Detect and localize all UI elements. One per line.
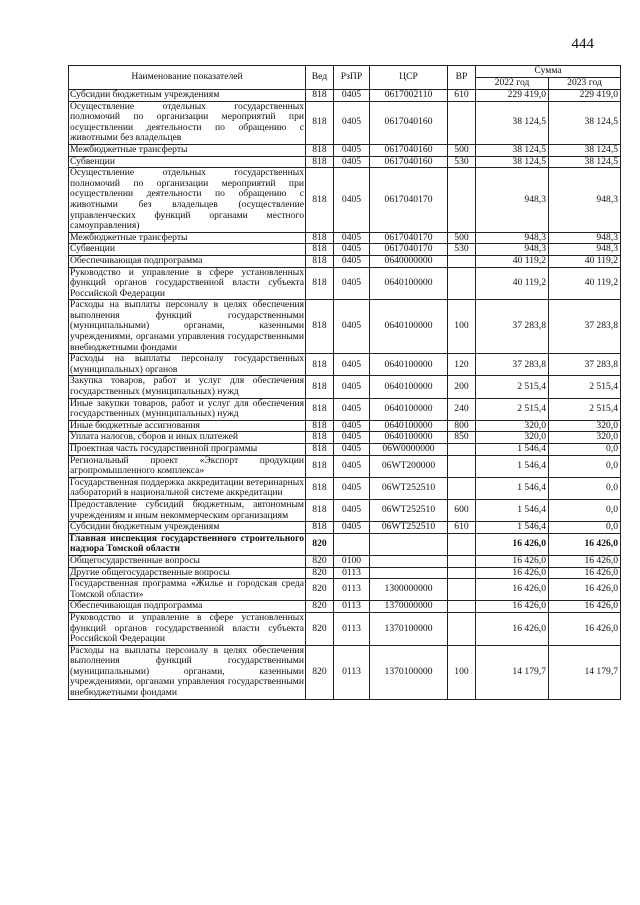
cell-rzpr: 0405 bbox=[334, 477, 370, 499]
cell-2023: 0,0 bbox=[549, 444, 621, 456]
table-row bbox=[69, 522, 621, 534]
cell-ved: 818 bbox=[306, 432, 334, 444]
cell-vr: 500 bbox=[448, 144, 476, 156]
cell-vr: 610 bbox=[448, 90, 476, 102]
table-row bbox=[69, 156, 621, 168]
cell-csr: 0617040160 bbox=[370, 144, 448, 156]
cell-name: Руководство и управление в сфере установленных функций органов государственной власти субъекта Российской Федерации bbox=[70, 266, 304, 299]
cell-ved: 818 bbox=[306, 522, 334, 534]
cell-name: Общегосударственные вопросы bbox=[69, 555, 306, 567]
cell-csr: 1370000000 bbox=[370, 601, 448, 613]
cell-rzpr: 0405 bbox=[334, 398, 370, 420]
cell-vr: 200 bbox=[448, 376, 476, 398]
cell-2022: 1 546,4 bbox=[476, 522, 549, 534]
cell-2023: 38 124,5 bbox=[549, 156, 621, 168]
cell-2022: 38 124,5 bbox=[476, 156, 549, 168]
cell-2023: 2 515,4 bbox=[549, 398, 621, 420]
cell-rzpr: 0113 bbox=[334, 612, 370, 645]
cell-2022: 16 426,0 bbox=[476, 567, 549, 579]
cell-rzpr: 0405 bbox=[334, 300, 370, 354]
cell-vr: 530 bbox=[448, 244, 476, 256]
cell-2022: 948,3 bbox=[476, 168, 549, 233]
cell-name: Государственная программа «Жилье и городская среда Томской области» bbox=[70, 578, 304, 600]
cell-vr: 800 bbox=[448, 420, 476, 432]
cell-vr: 610 bbox=[448, 522, 476, 534]
cell-2022: 14 179,7 bbox=[476, 645, 549, 699]
cell-2023: 16 426,0 bbox=[549, 567, 621, 579]
cell-vr: 240 bbox=[448, 398, 476, 420]
cell-rzpr: 0113 bbox=[334, 579, 370, 601]
cell-csr bbox=[370, 567, 448, 579]
cell-2022: 16 426,0 bbox=[476, 533, 549, 555]
cell-name: Осуществление отдельных государственных полномочий по организации мероприятий при осуществлении деятельности по обращению с животными без владельцев bbox=[70, 100, 304, 144]
cell-ved: 818 bbox=[306, 168, 334, 233]
cell-rzpr: 0405 bbox=[334, 267, 370, 300]
cell-rzpr: 0405 bbox=[334, 376, 370, 398]
cell-2023: 37 283,8 bbox=[549, 300, 621, 354]
cell-vr bbox=[448, 455, 476, 477]
cell-2022: 229 419,0 bbox=[476, 90, 549, 102]
cell-csr: 1300000000 bbox=[370, 579, 448, 601]
cell-name: Обеспечивающая подпрограмма bbox=[69, 601, 306, 613]
cell-ved: 818 bbox=[306, 255, 334, 267]
cell-ved: 818 bbox=[306, 144, 334, 156]
cell-name: Предоставление субсидий бюджетным, автономным учреждениям и иным некоммерческим организациям bbox=[70, 498, 304, 521]
cell-2022: 1 546,4 bbox=[476, 455, 549, 477]
cell-rzpr: 0405 bbox=[334, 499, 370, 521]
cell-2022: 320,0 bbox=[476, 420, 549, 432]
cell-2022: 40 119,2 bbox=[476, 255, 549, 267]
cell-2023: 37 283,8 bbox=[549, 354, 621, 376]
table-row bbox=[69, 579, 621, 601]
cell-rzpr: 0405 bbox=[334, 90, 370, 102]
cell-2023: 229 419,0 bbox=[549, 90, 621, 102]
cell-vr bbox=[448, 444, 476, 456]
cell-name: Субвенции bbox=[69, 244, 306, 256]
cell-2023: 38 124,5 bbox=[549, 144, 621, 156]
header-2022: 2022 год bbox=[476, 78, 549, 90]
cell-vr bbox=[448, 255, 476, 267]
cell-name: Субвенции bbox=[69, 156, 306, 168]
cell-vr: 530 bbox=[448, 156, 476, 168]
cell-ved: 818 bbox=[306, 398, 334, 420]
table-row bbox=[69, 444, 621, 456]
table-row bbox=[69, 567, 621, 579]
cell-name: Осуществление отдельных государственных полномочий по организации мероприятий при осуществлении деятельности по обращению с животными без владельцев (осуществление управленческих функций органами местного самоуправления) bbox=[70, 167, 304, 232]
cell-2023: 38 124,5 bbox=[549, 101, 621, 144]
header-ved: Вед bbox=[306, 66, 334, 90]
cell-csr: 0640100000 bbox=[370, 300, 448, 354]
cell-ved: 818 bbox=[306, 420, 334, 432]
cell-2023: 16 426,0 bbox=[549, 555, 621, 567]
cell-name: Межбюджетные трансферты bbox=[69, 232, 306, 244]
table-row bbox=[69, 90, 621, 102]
cell-csr: 0640000000 bbox=[370, 255, 448, 267]
cell-csr: 0617040170 bbox=[370, 232, 448, 244]
table-row bbox=[69, 168, 621, 233]
table-row bbox=[69, 232, 621, 244]
cell-vr bbox=[448, 579, 476, 601]
cell-2023: 40 119,2 bbox=[549, 255, 621, 267]
cell-csr: 06W0000000 bbox=[370, 444, 448, 456]
cell-vr bbox=[448, 101, 476, 144]
budget-table bbox=[68, 65, 621, 700]
cell-2023: 14 179,7 bbox=[549, 645, 621, 699]
cell-ved: 820 bbox=[306, 601, 334, 613]
cell-2023: 16 426,0 bbox=[549, 612, 621, 645]
table-row bbox=[69, 612, 621, 645]
cell-name: Субсидии бюджетным учреждениям bbox=[69, 90, 306, 102]
cell-csr: 0640100000 bbox=[370, 420, 448, 432]
cell-2023: 0,0 bbox=[549, 499, 621, 521]
table-row bbox=[69, 398, 621, 420]
cell-rzpr bbox=[334, 533, 370, 555]
cell-vr bbox=[448, 567, 476, 579]
cell-2022: 320,0 bbox=[476, 432, 549, 444]
cell-name: Межбюджетные трансферты bbox=[69, 144, 306, 156]
header-name: Наименование показателей bbox=[69, 66, 306, 90]
table-row bbox=[69, 300, 621, 354]
cell-vr: 850 bbox=[448, 432, 476, 444]
cell-2022: 40 119,2 bbox=[476, 267, 549, 300]
cell-2022: 16 426,0 bbox=[476, 579, 549, 601]
table-row bbox=[69, 101, 621, 144]
cell-2023: 0,0 bbox=[549, 522, 621, 534]
cell-2022: 1 546,4 bbox=[476, 477, 549, 499]
cell-csr: 1370100000 bbox=[370, 645, 448, 699]
cell-2022: 37 283,8 bbox=[476, 300, 549, 354]
cell-2022: 1 546,4 bbox=[476, 444, 549, 456]
cell-name: Расходы на выплаты персоналу в целях обеспечения выполнения функций государственными (муниципальными) органами, казенными учреждениями, органами управления государственными внебюджетными фондами bbox=[70, 644, 304, 699]
cell-name: Проектная часть государственной программы bbox=[69, 444, 306, 456]
table-row bbox=[69, 354, 621, 376]
cell-vr bbox=[448, 555, 476, 567]
cell-ved: 818 bbox=[306, 300, 334, 354]
cell-csr: 0640100000 bbox=[370, 354, 448, 376]
cell-csr: 06WT252510 bbox=[370, 477, 448, 499]
cell-2023: 948,3 bbox=[549, 232, 621, 244]
cell-name: Региональный проект «Экспорт продукции агропромышленного комплекса» bbox=[70, 454, 304, 477]
cell-vr bbox=[448, 601, 476, 613]
cell-2023: 0,0 bbox=[549, 455, 621, 477]
cell-ved: 818 bbox=[306, 267, 334, 300]
cell-ved: 818 bbox=[306, 232, 334, 244]
cell-name: Субсидии бюджетным учреждениям bbox=[69, 522, 306, 534]
header-csr: ЦСР bbox=[370, 66, 448, 90]
cell-vr: 100 bbox=[448, 645, 476, 699]
cell-2022: 1 546,4 bbox=[476, 499, 549, 521]
cell-ved: 818 bbox=[306, 101, 334, 144]
table-row bbox=[69, 267, 621, 300]
cell-ved: 818 bbox=[306, 244, 334, 256]
cell-2023: 0,0 bbox=[549, 477, 621, 499]
cell-ved: 818 bbox=[306, 376, 334, 398]
cell-name: Государственная поддержка аккредитации ветеринарных лабораторий в национальной системе аккредитации bbox=[70, 476, 304, 499]
cell-csr: 0640100000 bbox=[370, 267, 448, 300]
cell-rzpr: 0113 bbox=[334, 645, 370, 699]
table-row bbox=[69, 144, 621, 156]
cell-2023: 2 515,4 bbox=[549, 376, 621, 398]
cell-2022: 38 124,5 bbox=[476, 144, 549, 156]
cell-vr bbox=[448, 612, 476, 645]
cell-2023: 948,3 bbox=[549, 244, 621, 256]
cell-rzpr: 0113 bbox=[334, 601, 370, 613]
table-row bbox=[69, 420, 621, 432]
cell-ved: 820 bbox=[306, 567, 334, 579]
cell-rzpr: 0405 bbox=[334, 255, 370, 267]
cell-vr bbox=[448, 533, 476, 555]
cell-2022: 2 515,4 bbox=[476, 376, 549, 398]
cell-2022: 948,3 bbox=[476, 232, 549, 244]
cell-vr bbox=[448, 477, 476, 499]
cell-rzpr: 0405 bbox=[334, 420, 370, 432]
cell-vr bbox=[448, 267, 476, 300]
cell-csr: 0617040160 bbox=[370, 156, 448, 168]
table-row bbox=[69, 645, 621, 699]
header-2023: 2023 год bbox=[549, 78, 621, 90]
cell-rzpr: 0405 bbox=[334, 244, 370, 256]
cell-csr: 0617040170 bbox=[370, 168, 448, 233]
cell-2022: 16 426,0 bbox=[476, 601, 549, 613]
cell-name: Обеспечивающая подпрограмма bbox=[69, 255, 306, 267]
cell-csr bbox=[370, 533, 448, 555]
cell-ved: 820 bbox=[306, 579, 334, 601]
cell-csr: 0617040170 bbox=[370, 244, 448, 256]
cell-rzpr: 0405 bbox=[334, 444, 370, 456]
cell-ved: 818 bbox=[306, 444, 334, 456]
table-row bbox=[69, 555, 621, 567]
cell-2022: 37 283,8 bbox=[476, 354, 549, 376]
cell-2022: 2 515,4 bbox=[476, 398, 549, 420]
table-row bbox=[69, 432, 621, 444]
cell-ved: 818 bbox=[306, 354, 334, 376]
table-row bbox=[69, 477, 621, 499]
cell-ved: 820 bbox=[306, 555, 334, 567]
cell-rzpr: 0405 bbox=[334, 232, 370, 244]
cell-rzpr: 0113 bbox=[334, 567, 370, 579]
cell-rzpr: 0405 bbox=[334, 168, 370, 233]
table-row bbox=[69, 533, 621, 555]
cell-vr: 600 bbox=[448, 499, 476, 521]
cell-name: Руководство и управление в сфере установленных функций органов государственной власти субъекта Российской Федерации bbox=[70, 611, 304, 645]
cell-csr: 1370100000 bbox=[370, 612, 448, 645]
cell-name: Расходы на выплаты персоналу в целях обеспечения выполнения функций государственными (муниципальными) органами, казенными учреждениями, органами управления государственными внебюджетными фондами bbox=[70, 299, 304, 353]
cell-rzpr: 0405 bbox=[334, 101, 370, 144]
header-rzpr: РзПР bbox=[334, 66, 370, 90]
cell-csr: 0617002110 bbox=[370, 90, 448, 102]
table-row bbox=[69, 601, 621, 613]
table-row bbox=[69, 455, 621, 477]
cell-csr: 06WT200000 bbox=[370, 455, 448, 477]
cell-2022: 16 426,0 bbox=[476, 555, 549, 567]
cell-2022: 948,3 bbox=[476, 244, 549, 256]
cell-2023: 16 426,0 bbox=[549, 533, 621, 555]
cell-2023: 320,0 bbox=[549, 432, 621, 444]
table-body bbox=[69, 90, 621, 700]
cell-2022: 16 426,0 bbox=[476, 612, 549, 645]
cell-name: Иные бюджетные ассигнования bbox=[69, 420, 306, 432]
cell-name: Иные закупки товаров, работ и услуг для обеспечения государственных (муниципальных) нужд bbox=[70, 397, 304, 420]
cell-ved: 820 bbox=[306, 645, 334, 699]
cell-vr: 500 bbox=[448, 232, 476, 244]
table-row bbox=[69, 499, 621, 521]
cell-csr bbox=[370, 555, 448, 567]
cell-rzpr: 0405 bbox=[334, 432, 370, 444]
page-number: 444 bbox=[571, 36, 594, 52]
cell-ved: 818 bbox=[306, 477, 334, 499]
cell-2023: 16 426,0 bbox=[549, 601, 621, 613]
cell-vr: 100 bbox=[448, 300, 476, 354]
cell-name: Закупка товаров, работ и услуг для обеспечения государственных (муниципальных) нужд bbox=[70, 375, 304, 398]
cell-rzpr: 0405 bbox=[334, 522, 370, 534]
cell-csr: 0640100000 bbox=[370, 432, 448, 444]
cell-ved: 818 bbox=[306, 90, 334, 102]
cell-ved: 820 bbox=[306, 533, 334, 555]
cell-name: Уплата налогов, сборов и иных платежей bbox=[69, 432, 306, 444]
cell-csr: 0640100000 bbox=[370, 398, 448, 420]
cell-rzpr: 0100 bbox=[334, 555, 370, 567]
cell-ved: 818 bbox=[306, 499, 334, 521]
cell-vr: 120 bbox=[448, 354, 476, 376]
header-vr: ВР bbox=[448, 66, 476, 90]
header-sum: Сумма bbox=[476, 66, 621, 78]
cell-vr bbox=[448, 168, 476, 233]
cell-2022: 38 124,5 bbox=[476, 101, 549, 144]
cell-rzpr: 0405 bbox=[334, 156, 370, 168]
cell-name: Другие общегосударственные вопросы bbox=[69, 567, 306, 579]
cell-ved: 818 bbox=[306, 455, 334, 477]
table-row bbox=[69, 376, 621, 398]
cell-2023: 320,0 bbox=[549, 420, 621, 432]
cell-ved: 820 bbox=[306, 612, 334, 645]
cell-2023: 16 426,0 bbox=[549, 579, 621, 601]
cell-ved: 818 bbox=[306, 156, 334, 168]
cell-name: Расходы на выплаты персоналу государственных (муниципальных) органов bbox=[70, 353, 304, 375]
cell-name: Главная инспекция государственного строительного надзора Томской области bbox=[70, 532, 304, 555]
cell-csr: 0617040160 bbox=[370, 101, 448, 144]
cell-2023: 948,3 bbox=[549, 168, 621, 233]
cell-rzpr: 0405 bbox=[334, 354, 370, 376]
cell-rzpr: 0405 bbox=[334, 144, 370, 156]
table-row bbox=[69, 244, 621, 256]
cell-csr: 06WT252510 bbox=[370, 499, 448, 521]
cell-rzpr: 0405 bbox=[334, 455, 370, 477]
cell-csr: 06WT252510 bbox=[370, 522, 448, 534]
cell-2023: 40 119,2 bbox=[549, 267, 621, 300]
table-row bbox=[69, 255, 621, 267]
cell-csr: 0640100000 bbox=[370, 376, 448, 398]
